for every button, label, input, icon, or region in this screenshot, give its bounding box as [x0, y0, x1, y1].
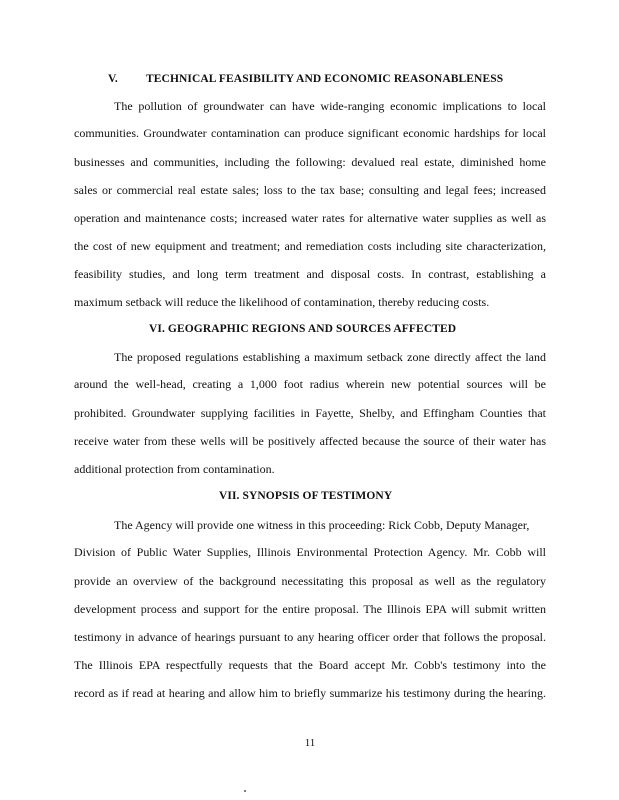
- paragraph-line: The Illinois EPA respectfully requests that the Board accept Mr. Cobb's testimony into the: [74, 658, 546, 672]
- section-heading-number: V.: [108, 73, 118, 85]
- paragraph-line: The proposed regulations establishing a maximum setback zone directly affect the land: [114, 350, 546, 364]
- paragraph-line: the cost of new equipment and treatment; and remediation costs including site characterization,: [74, 239, 546, 253]
- paragraph-line: record as if read at hearing and allow him to briefly summarize his testimony during the hearing.: [74, 686, 546, 700]
- paragraph-line: provide an overview of the background necessitating this proposal as well as the regulatory: [74, 574, 546, 588]
- paragraph-line: testimony in advance of hearings pursuant to any hearing officer order that follows the proposal.: [74, 630, 546, 644]
- section-heading-vi: VI. GEOGRAPHIC REGIONS AND SOURCES AFFECTED: [149, 323, 457, 335]
- paragraph-line: development process and support for the entire proposal. The Illinois EPA will submit written: [74, 602, 546, 616]
- scan-speck: [244, 790, 246, 792]
- paragraph-line: prohibited. Groundwater supplying facilities in Fayette, Shelby, and Effingham Counties that: [74, 406, 546, 420]
- paragraph-line: communities. Groundwater contamination can produce significant economic hardships for local: [74, 126, 546, 140]
- section-heading-text: TECHNICAL FEASIBILITY AND ECONOMIC REASONABLENESS: [146, 73, 504, 85]
- page-number: 11: [304, 737, 316, 749]
- paragraph-line: Division of Public Water Supplies, Illinois Environmental Protection Agency. Mr. Cobb will: [74, 545, 546, 559]
- paragraph-line: sales or commercial real estate sales; loss to the tax base; consulting and legal fees; increased: [74, 183, 546, 197]
- section-heading-v: [108, 73, 503, 85]
- paragraph-line: businesses and communities, including the following: devalued real estate, diminished home: [74, 155, 546, 169]
- paragraph-line: receive water from these wells will be positively affected because the source of their water has: [74, 434, 546, 448]
- paragraph-line: maximum setback will reduce the likelihood of contamination, thereby reducing costs.: [74, 295, 490, 309]
- paragraph-line: additional protection from contamination.: [74, 462, 275, 476]
- paragraph-line: feasibility studies, and long term treatment and disposal costs. In contrast, establishing a: [74, 267, 546, 281]
- section-heading-vii: VII. SYNOPSIS OF TESTIMONY: [219, 490, 393, 502]
- paragraph-line: The pollution of groundwater can have wide-ranging economic implications to local: [114, 99, 546, 113]
- paragraph-line: around the well-head, creating a 1,000 foot radius wherein new potential sources will be: [74, 377, 546, 391]
- paragraph-line: The Agency will provide one witness in this proceeding: Rick Cobb, Deputy Manager,: [114, 518, 530, 532]
- paragraph-line: operation and maintenance costs; increased water rates for alternative water supplies as well as: [74, 211, 546, 225]
